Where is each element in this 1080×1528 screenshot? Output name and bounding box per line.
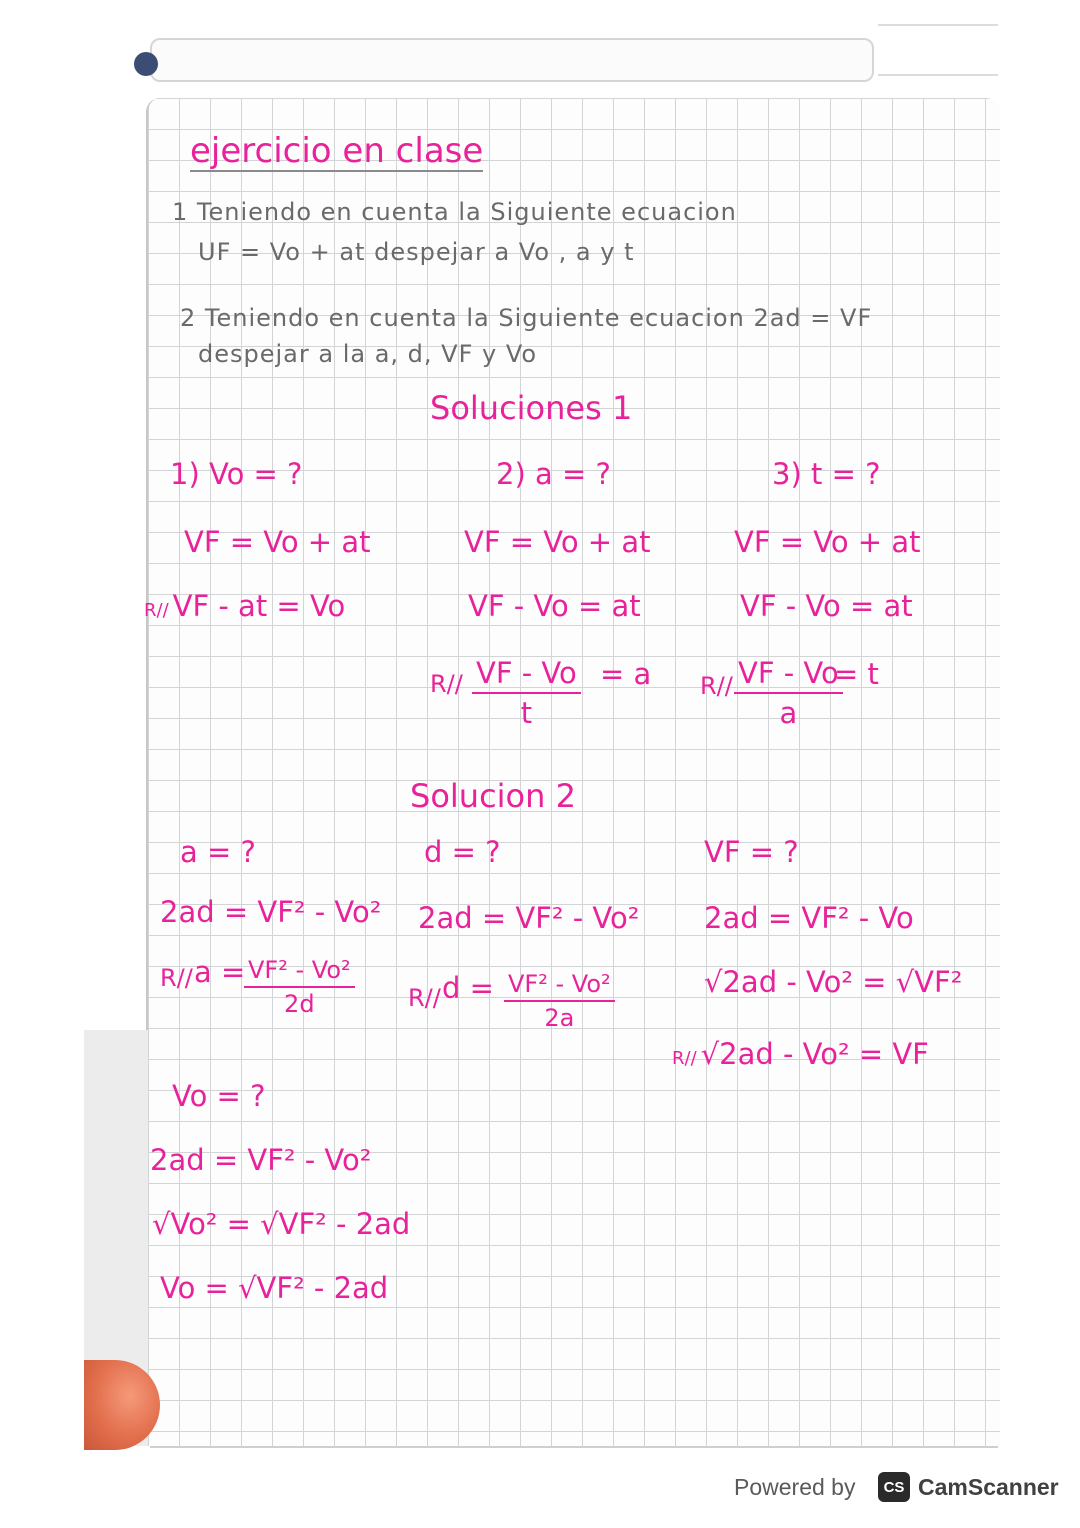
sol1-t-equation: VF = Vo + at bbox=[734, 525, 921, 559]
binder-ring-icon bbox=[134, 52, 158, 76]
sol1-a-answer-fraction bbox=[472, 656, 581, 730]
sol1-t-step: VF - Vo = at bbox=[740, 589, 913, 623]
solutions1-heading: Soluciones 1 bbox=[430, 389, 633, 427]
sol1-vo-answer-text: VF - at = Vo bbox=[172, 589, 346, 623]
sol1-a-step: VF - Vo = at bbox=[468, 589, 641, 623]
sol1-vo-equation: VF = Vo + at bbox=[184, 525, 371, 559]
sol2-vo-label: Vo = ? bbox=[172, 1079, 266, 1113]
sol2-a-answer-fraction bbox=[244, 956, 355, 1018]
sol1-vo-answer bbox=[144, 589, 346, 623]
sol2-d-denominator: 2a bbox=[544, 1004, 575, 1032]
sol1-t-numerator: VF - Vo bbox=[734, 656, 843, 694]
sol1-t-answer-rhs: = t bbox=[834, 657, 879, 691]
answer-marker: R// bbox=[430, 670, 463, 698]
sol2-vf-step: √2ad - Vo² = √VF² bbox=[704, 965, 963, 999]
notebook-header-strip bbox=[150, 38, 874, 82]
answer-marker: R// bbox=[144, 600, 169, 621]
exercise-title: ejercicio en clase bbox=[190, 131, 484, 171]
sol2-vf-equation: 2ad = VF² - Vo bbox=[704, 901, 914, 935]
sol1-a-numerator: VF - Vo bbox=[472, 656, 581, 694]
sol2-vf-answer bbox=[672, 1037, 929, 1071]
sol2-vf-answer-text: √2ad - Vo² = VF bbox=[700, 1037, 929, 1071]
page-bottom-edge bbox=[150, 1446, 998, 1448]
problem1-line1: 1 Teniendo en cuenta la Siguiente ecuacion bbox=[172, 198, 737, 226]
answer-marker: R// bbox=[408, 984, 441, 1012]
sol2-a-label: a = ? bbox=[180, 835, 256, 869]
sol2-d-label: d = ? bbox=[424, 835, 501, 869]
sol2-a-denominator: 2d bbox=[284, 990, 315, 1018]
watermark-brand: CamScanner bbox=[918, 1474, 1059, 1500]
sol2-a-answer-lhs: a = bbox=[194, 955, 246, 989]
problem2-line1: 2 Teniendo en cuenta la Siguiente ecuacion 2ad = VF bbox=[180, 304, 873, 332]
sol2-vf-label: VF = ? bbox=[704, 835, 799, 869]
sol1-t-answer-fraction bbox=[734, 656, 843, 730]
answer-marker: R// bbox=[672, 1048, 697, 1069]
problem2-line2: despejar a la a, d, VF y Vo bbox=[198, 340, 538, 368]
camscanner-logo-icon: CS bbox=[878, 1472, 910, 1502]
sol1-a-denominator: t bbox=[520, 696, 533, 730]
sol1-t-label: 3) t = ? bbox=[772, 457, 881, 491]
sol1-a-answer-rhs: = a bbox=[600, 657, 652, 691]
sol1-vo-label: 1) Vo = ? bbox=[170, 457, 303, 491]
sol2-vo-answer: Vo = √VF² - 2ad bbox=[160, 1271, 389, 1305]
sol2-vo-equation: 2ad = VF² - Vo² bbox=[150, 1143, 372, 1177]
sol2-vo-step: √Vo² = √VF² - 2ad bbox=[152, 1207, 411, 1241]
sol2-d-equation: 2ad = VF² - Vo² bbox=[418, 901, 640, 935]
solutions2-heading: Solucion 2 bbox=[410, 777, 576, 815]
sol1-a-label: 2) a = ? bbox=[496, 457, 611, 491]
sol2-a-equation: 2ad = VF² - Vo² bbox=[160, 895, 382, 929]
notebook-header-strip-edge bbox=[878, 24, 998, 76]
grid-paper bbox=[146, 98, 1000, 1446]
answer-marker: R// bbox=[160, 964, 193, 992]
sol2-d-numerator: VF² - Vo² bbox=[504, 970, 615, 1002]
answer-marker: R// bbox=[700, 672, 733, 700]
sol1-a-equation: VF = Vo + at bbox=[464, 525, 651, 559]
problem1-line2: UF = Vo + at despejar a Vo , a y t bbox=[198, 238, 635, 266]
sol2-a-numerator: VF² - Vo² bbox=[244, 956, 355, 988]
sol2-d-answer-lhs: d = bbox=[442, 971, 494, 1005]
sol1-t-denominator: a bbox=[779, 696, 798, 730]
watermark-label: Powered by bbox=[734, 1474, 856, 1500]
sol2-d-answer-fraction bbox=[504, 970, 615, 1032]
